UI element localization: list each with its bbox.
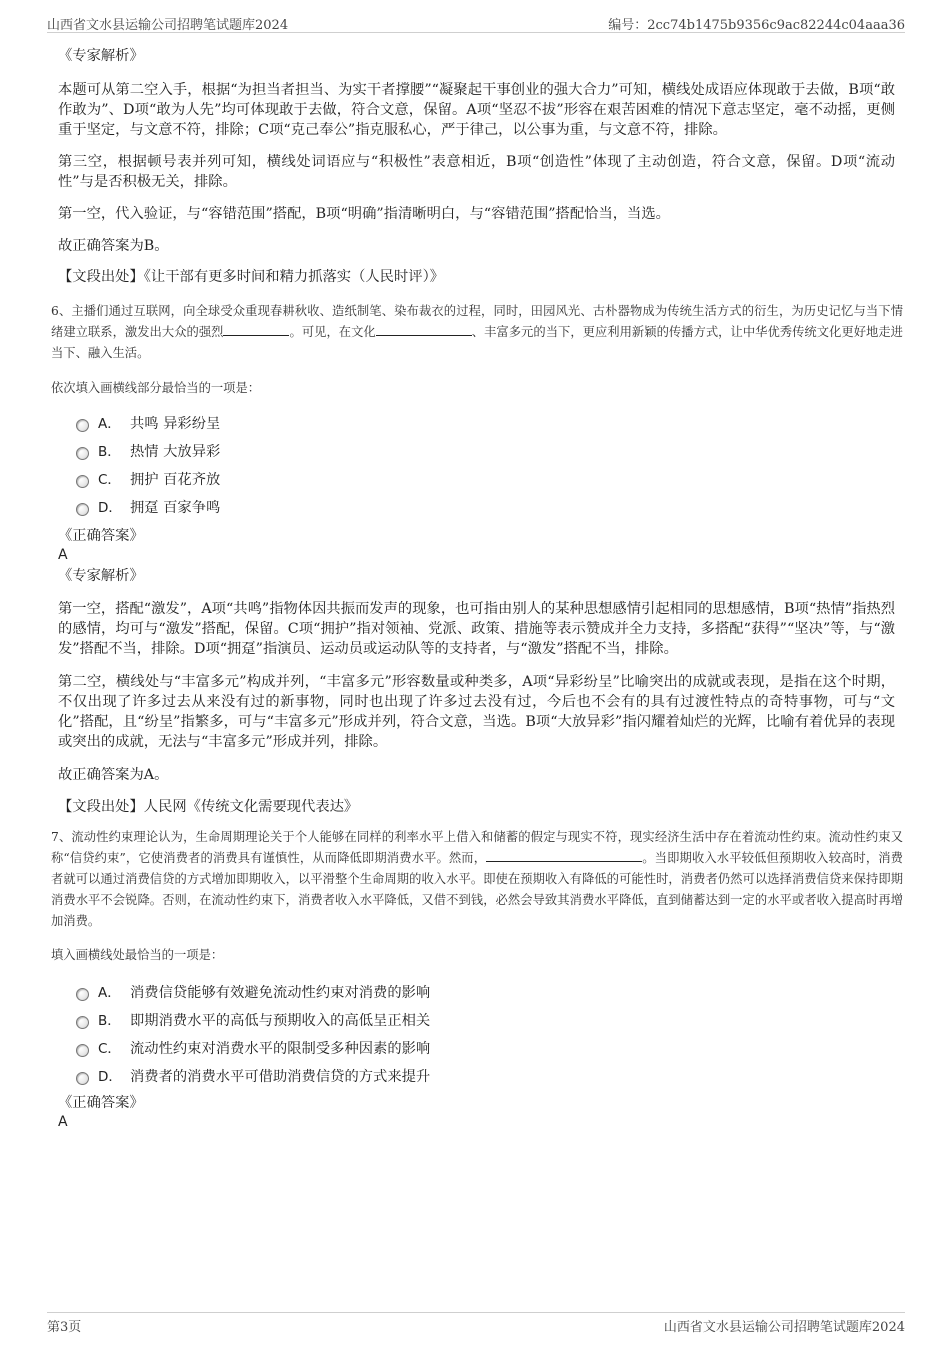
question-7-stem-part: 。当即期收入水平较低但预期收入较高时，消费者就可以通过消费信贷的方式增加即期收入，以平滑整个生命周期的收入水平。即使在预期收入有降低的可能性时，消费者仍然可以选择消费信贷来保持即期消费水平不会锐降。否则，在流动性约束下，消费者收入水平降低，又借不到钱，必然会导致其消费水平降低，直到储蓄达到一定的水平或者收入提高时再增加消费。: [51, 851, 903, 928]
question-6-stem-part: 6、主播们通过互联网，向全球受众重现春耕秋收、造纸制笔、染布裁衣的过程，同时，田园风光、古朴器物成为传统生活方式的衍生，为历史记忆与当下情绪建立联系，激发出大众的强烈: [51, 304, 903, 339]
analysis-conclusion: 故正确答案为A。: [58, 767, 169, 783]
option-letter: C．: [98, 1041, 121, 1057]
option-letter: A．: [98, 416, 121, 432]
answer-blank: [223, 323, 289, 336]
correct-answer: A: [58, 1114, 68, 1130]
question-6-stem-part: 、丰富多元的当下，更应利用新颖的传播方式，让中华优秀传统文化更好地走进当下、融入生活。: [51, 325, 903, 360]
radio-button-icon[interactable]: [76, 988, 89, 1001]
radio-button-icon[interactable]: [76, 1044, 89, 1057]
header-serial: 编号：2cc74b1475b9356c9ac82244c04aaa36: [608, 18, 905, 33]
option-text: 流动性约束对消费水平的限制受多种因素的影响: [130, 1041, 431, 1057]
option-d[interactable]: [38, 1063, 895, 1091]
option-letter: C．: [98, 472, 121, 488]
analysis-label: 《专家解析》: [58, 48, 144, 64]
radio-button-icon[interactable]: [76, 419, 89, 432]
option-letter: B．: [98, 1013, 121, 1029]
page-footer: [47, 1312, 905, 1335]
option-c[interactable]: [38, 1035, 895, 1063]
answer-label: 《正确答案》: [58, 528, 144, 544]
question-7-prompt: 填入画横线处最恰当的一项是：: [51, 948, 224, 962]
footer-title: 山西省文水县运输公司招聘笔试题库2024: [663, 1320, 905, 1335]
analysis-paragraph: 第三空，根据顿号表并列可知，横线处词语应与“积极性”表意相近，B项“创造性”体现了主动创造，符合文意，保留。D项“流动性”与是否积极无关，排除。: [58, 154, 895, 190]
radio-button-icon[interactable]: [76, 1016, 89, 1029]
option-letter: B．: [98, 444, 121, 460]
analysis-paragraph: 第一空，代入验证，与“容错范围”搭配，B项“明确”指清晰明白，与“容错范围”搭配恰当，当选。: [58, 206, 670, 222]
option-letter: D．: [98, 500, 122, 516]
option-text: 消费信贷能够有效避免流动性约束对消费的影响: [130, 985, 431, 1001]
question-7-options: [58, 979, 895, 1091]
answer-label: 《正确答案》: [58, 1095, 144, 1111]
page-content: [51, 40, 903, 1131]
option-letter: A．: [98, 985, 121, 1001]
analysis-paragraph: 本题可从第二空入手，根据“为担当者担当、为实干者撑腰”“凝聚起干事创业的强大合力”可知，横线处成语应体现敢于去做，B项“敢作敢为”、D项“敢为人先”均可体现敢于去做，符合文意，保留。A项“坚忍不拔”形容在艰苦困难的情况下意志坚定，毫不动摇，更侧重于坚定，与文意不符，排除；C项“克己奉公”指克服私心，严于律己，以公事为重，与文意不符，排除。: [58, 82, 895, 138]
option-b[interactable]: [38, 438, 895, 466]
analysis-conclusion: 故正确答案为B。: [58, 238, 169, 254]
option-a[interactable]: [38, 979, 895, 1007]
option-d[interactable]: [38, 494, 895, 522]
option-text: 拥趸 百家争鸣: [130, 500, 221, 516]
radio-button-icon[interactable]: [76, 447, 89, 460]
option-text: 热情 大放异彩: [130, 444, 221, 460]
question-6-stem-part: 。可见，在文化: [289, 325, 376, 339]
question-6-options: [58, 410, 895, 522]
analysis-paragraph: 第二空，横线处与“丰富多元”构成并列，“丰富多元”形容数量或种类多，A项“异彩纷呈”比喻突出的成就或表现，是指在这个时期，不仅出现了许多过去从来没有过的新事物，同时也出现了许多过去没有过，今后也不会有的具有过渡性特点的奇特事物，可与“文化”搭配，且“纷呈”指繁多，可与“丰富多元”形成并列，符合文意，当选。B项“大放异彩”指闪耀着灿烂的光辉，比喻有着优异的表现或突出的成就，无法与“丰富多元”形成并列，排除。: [58, 674, 895, 750]
option-text: 拥护 百花齐放: [130, 472, 221, 488]
radio-button-icon[interactable]: [76, 1072, 89, 1085]
source-citation: 【文段出处】《让干部有更多时间和精力抓落实（人民时评）》: [58, 269, 445, 285]
radio-button-icon[interactable]: [76, 475, 89, 488]
option-a[interactable]: [38, 410, 895, 438]
answer-blank: [486, 849, 642, 862]
question-7-stem-part: 7、流动性约束理论认为，生命周期理论关于个人能够在同样的利率水平上借入和储蓄的假定与现实不符，现实经济生活中存在着流动性约束。流动性约束又称“信贷约束”，它使消费者的消费具有谨慎性，从而降低即期消费水平。然而，: [51, 830, 903, 865]
radio-button-icon[interactable]: [76, 503, 89, 516]
question-7-stem: [51, 827, 903, 932]
page-header: [47, 14, 905, 33]
analysis-label: 《专家解析》: [58, 568, 144, 584]
page-number: 第3页: [47, 1320, 82, 1335]
option-letter: D．: [98, 1069, 122, 1085]
option-text: 共鸣 异彩纷呈: [130, 416, 221, 432]
source-citation: 【文段出处】人民网《传统文化需要现代表达》: [58, 799, 359, 815]
option-b[interactable]: [38, 1007, 895, 1035]
option-text: 消费者的消费水平可借助消费信贷的方式来提升: [130, 1069, 431, 1085]
header-title: 山西省文水县运输公司招聘笔试题库2024: [47, 18, 289, 33]
option-c[interactable]: [38, 466, 895, 494]
question-6-stem: [51, 301, 903, 364]
option-text: 即期消费水平的高低与预期收入的高低呈正相关: [130, 1013, 431, 1029]
correct-answer: A: [58, 547, 68, 563]
answer-blank: [376, 323, 472, 336]
analysis-paragraph: 第一空，搭配“激发”，A项“共鸣”指物体因共振而发声的现象，也可指由别人的某种思想感情引起相同的思想感情，B项“热情”指热烈的感情，均可与“激发”搭配，保留。C项“拥护”指对领袖、党派、政策、措施等表示赞成并全力支持，多搭配“获得”“坚决”等，与“激发”搭配不当，排除。D项“拥趸”指演员、运动员或运动队等的支持者，与“激发”搭配不当，排除。: [58, 601, 895, 657]
question-6-prompt: 依次填入画横线部分最恰当的一项是：: [51, 381, 261, 395]
